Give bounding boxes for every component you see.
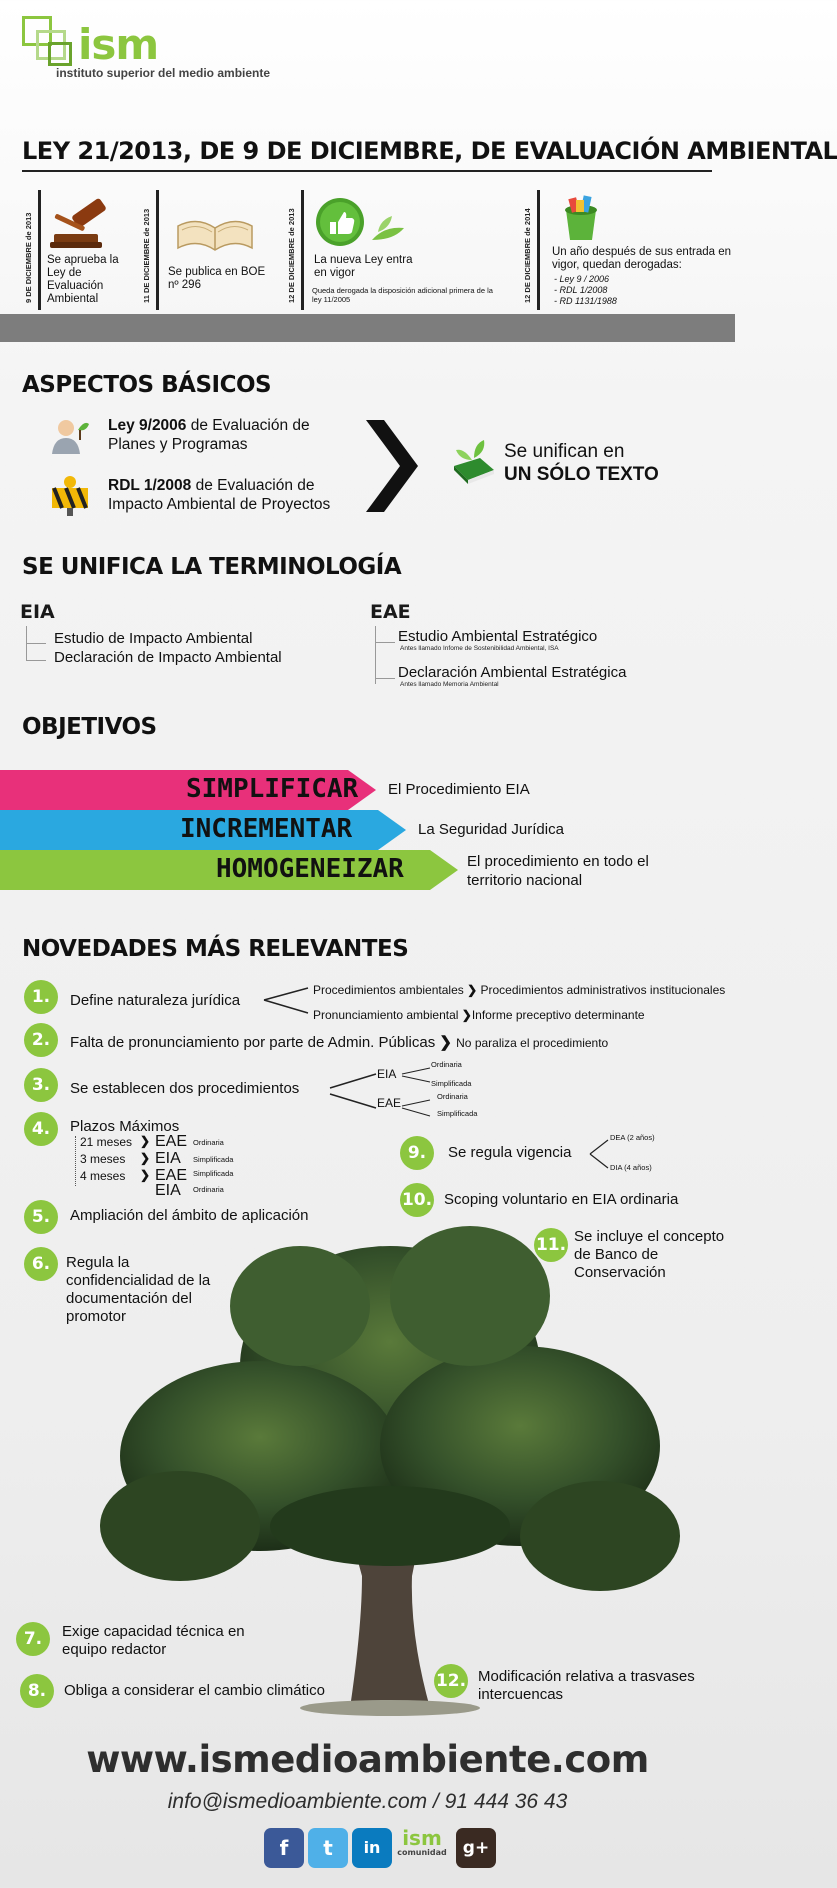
book-icon [172,196,258,258]
badge-10: 10. [400,1183,434,1217]
objective-label: INCREMENTAR [180,814,353,844]
section-heading-objectives: OBJETIVOS [22,714,157,740]
timeline-divider [38,190,41,310]
plazo-proc: EIA [155,1150,181,1167]
timeline-divider [301,190,304,310]
timeline-text-in-force: La nueva Ley entra en vigor [314,254,413,279]
proc-eia: EIA [377,1067,397,1081]
novedad-1: Define naturaleza jurídica [70,992,241,1009]
badge-7: 7. [16,1622,50,1656]
timeline-text-approval: Se aprueba la Ley de Evaluación Ambiental [47,254,119,305]
ism-logo [22,16,322,86]
derogated-law-3: - RD 1131/1988 [554,296,617,306]
plazo-type: Simplificada [193,1155,234,1164]
badge-6: 6. [24,1247,58,1281]
website-link[interactable]: www.ismedioambiente.com [86,1738,649,1781]
derogated-law-2: - RDL 1/2008 [554,285,608,295]
linkedin-icon[interactable]: in [352,1828,392,1868]
novedad-12: Modificación relativa a trasvases intercuencas [478,1668,695,1703]
objective-desc: El Procedimiento EIA [388,781,530,798]
badge-12: 12. [434,1664,468,1698]
timeline-date: 12 DE DICIEMBRE de 2013 [287,208,296,303]
plazo-type: Simplificada [193,1169,234,1178]
badge-4: 4. [24,1112,58,1146]
proc-eia-ordinaria: Ordinaria [431,1060,462,1069]
novedad-3: Se establecen dos procedimientos [70,1080,300,1097]
timeline-divider [156,190,159,310]
objective-arrow-simplificar [0,768,378,812]
derogated-law-1: - Ley 9 / 2006 [554,274,610,284]
badge-2: 2. [24,1023,58,1057]
plazo-type: Ordinaria [193,1185,224,1194]
tree-tick [26,643,46,644]
section-band [0,314,735,342]
eia-label: EIA [20,601,55,623]
eae-item-declaracion: Declaración Ambiental Estratégica [398,664,627,681]
section-heading-terminology: SE UNIFICA LA TERMINOLOGÍA [22,554,402,580]
novedad-5: Ampliación del ámbito de aplicación [70,1207,309,1224]
objective-desc: La Seguridad Jurídica [418,821,564,838]
gavel-icon [48,198,114,250]
objective-label: HOMOGENEIZAR [216,854,404,884]
eae-note-memoria: Antes llamado Memoria Ambiental [400,681,499,688]
branch-lines [588,1136,612,1172]
timeline-date: 11 DE DICIEMBRE de 2013 [142,208,151,303]
vigencia-dea: DEA (2 años) [610,1133,655,1142]
green-book-icon [450,436,498,486]
novedad-9: Se regula vigencia [448,1144,572,1161]
novedad-1a: Procedimientos ambientales ❯ Procedimientos administrativos institucionales [313,983,726,997]
badge-3: 3. [24,1068,58,1102]
law-9-2006: Ley 9/2006 de Evaluación de [108,417,310,434]
novedad-2: Falta de pronunciamiento por parte de Admin. Públicas ❯ No paraliza el procedimiento [70,1034,609,1051]
section-heading-novedades: NOVEDADES MÁS RELEVANTES [22,936,409,962]
recycle-bin-icon [556,194,606,244]
ism-comunidad-icon[interactable] [396,1828,448,1868]
timeline-text-derogation: Un año después de sus entrada en vigor, quedan derogadas: [552,246,732,271]
timeline-date: 12 DE DICIEMBRE de 2014 [523,208,532,303]
page-title: LEY 21/2013, DE 9 DE DICIEMBRE, DE EVALUACIÓN AMBIENTAL [22,137,837,165]
rdl-1-2008-line2: Impacto Ambiental de Proyectos [108,496,331,513]
proc-eae-simplificada: Simplificada [437,1109,478,1118]
badge-9: 9. [400,1136,434,1170]
facebook-icon[interactable]: f [264,1828,304,1868]
unify-text-bold: UN SÓLO TEXTO [504,464,659,485]
novedad-11: Se incluye el concepto de Banco de Conservación [574,1228,725,1281]
plazo-row: 21 meses [80,1135,133,1149]
objective-desc: El procedimiento en todo el territorio nacional [467,853,649,889]
twitter-icon[interactable]: t [308,1828,348,1868]
plazos-tree [75,1136,76,1186]
badge-11: 11. [534,1228,568,1262]
section-heading-basics: ASPECTOS BÁSICOS [22,372,272,398]
chevron-right-icon: ❯ [140,1151,151,1165]
timeline-divider [537,190,540,310]
badge-5: 5. [24,1200,58,1234]
plazo-proc: EAE [155,1133,188,1150]
objective-label: SIMPLIFICAR [186,774,359,804]
construction-worker-icon [50,474,92,518]
proc-eae-ordinaria: Ordinaria [437,1092,468,1101]
objective-arrow-homogeneizar [0,848,460,892]
tree-tick [375,642,395,643]
rdl-1-2008: RDL 1/2008 de Evaluación de [108,477,315,494]
novedad-10: Scoping voluntario en EIA ordinaria [444,1191,679,1208]
novedad-8: Obliga a considerar el cambio climático [64,1682,325,1699]
eae-label: EAE [370,601,411,623]
plazo-row: 3 meses [80,1152,126,1166]
ism-sub: comunidad [397,1848,447,1857]
unify-text: Se unifican en [504,441,625,462]
eae-note-isa: Antes llamado Infome de Sostenibilidad Ambiental, ISA [400,645,559,652]
badge-8: 8. [20,1674,54,1708]
vigencia-dia: DIA (4 años) [610,1163,652,1172]
logo-tagline: instituto superior del medio ambiente [56,66,271,80]
eia-item-declaracion: Declaración de Impacto Ambiental [54,649,282,666]
eae-tree-line [375,626,376,684]
proc-eia-simplificada: Simplificada [431,1079,472,1088]
chevron-right-icon: ❯ [140,1168,151,1182]
plazo-proc: EIA [155,1182,181,1199]
timeline-text-publication: Se publica en BOE nº 296 [168,266,266,291]
proc-eae: EAE [377,1096,402,1110]
timeline-note: Queda derogada la disposición adicional primera de la ley 11/2005 [312,286,493,304]
plazo-type: Ordinaria [193,1138,224,1147]
novedad-1b: Pronunciamiento ambiental ❯Informe preceptivo determinante [313,1008,645,1022]
novedad-7: Exige capacidad técnica en equipo redactor [62,1623,245,1658]
timeline-date: 9 DE DICIEMBRE de 2013 [24,212,33,303]
plazo-proc: EAE [155,1167,188,1184]
novedad-6: Regula la confidencialidad de la documentación del promotor [66,1254,211,1325]
chevron-right-icon [366,420,418,512]
person-plant-icon [50,414,90,456]
badge-1: 1. [24,980,58,1014]
tree-tick [26,660,46,661]
eae-item-estudio: Estudio Ambiental Estratégico [398,628,598,645]
title-divider [22,170,712,172]
plazo-row: 4 meses [80,1169,126,1183]
objective-arrow-incrementar [0,808,408,852]
tree-tick [375,678,395,679]
novedad-4: Plazos Máximos [70,1118,180,1135]
branch-lines [262,985,312,1015]
logo-word: ism [78,20,159,69]
law-9-2006-line2: Planes y Programas [108,436,248,453]
chevron-right-icon: ❯ [140,1134,151,1148]
thumbs-up-icon [314,196,414,248]
eia-item-estudio: Estudio de Impacto Ambiental [54,630,253,647]
contact-info[interactable]: info@ismedioambiente.com / 91 444 36 43 [167,1790,568,1813]
ism-word: ism [402,1826,442,1850]
google-plus-icon[interactable]: g+ [456,1828,496,1868]
